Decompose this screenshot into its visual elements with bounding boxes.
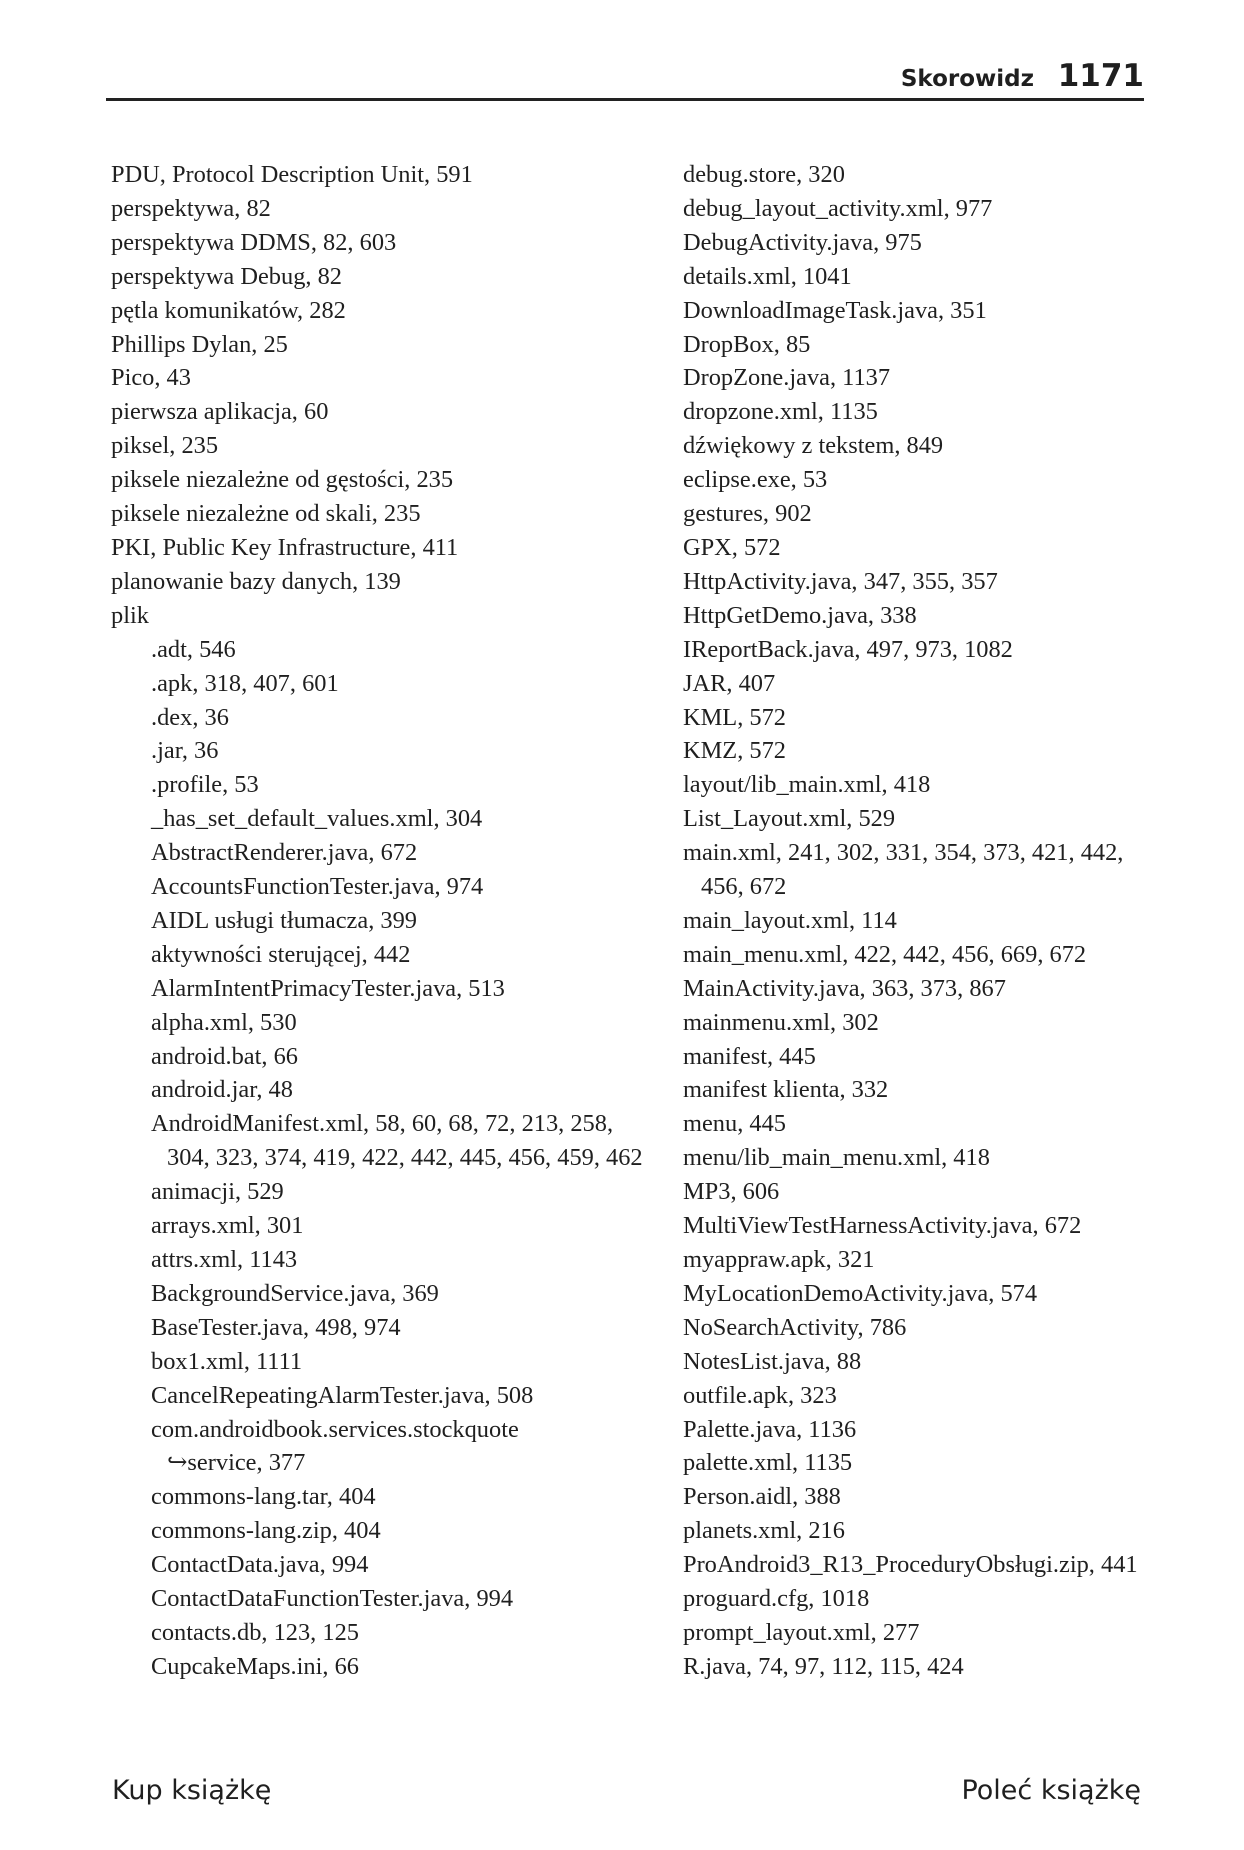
- index-entry: R.java, 74, 97, 112, 115, 424: [683, 1652, 964, 1680]
- index-entry: ContactDataFunctionTester.java, 994: [151, 1585, 514, 1613]
- index-entry: myappraw.apk, 321: [683, 1246, 875, 1273]
- index-entry: .profile, 53: [151, 771, 259, 799]
- index-entry: main_menu.xml, 422, 442, 456, 669, 672: [683, 940, 1087, 968]
- index-entry: perspektywa Debug, 82: [111, 262, 342, 290]
- index-entry: perspektywa, 82: [111, 194, 271, 222]
- index-entry: ContactData.java, 994: [151, 1551, 369, 1579]
- index-entry: KML, 572: [683, 703, 786, 731]
- index-entry: dropzone.xml, 1135: [683, 398, 878, 426]
- index-column-left: [111, 158, 651, 1684]
- index-entry: manifest klienta, 332: [683, 1076, 889, 1104]
- index-entry: Phillips Dylan, 25: [111, 330, 288, 358]
- page-number: 1171: [1057, 58, 1144, 94]
- index-entry: .dex, 36: [151, 703, 229, 731]
- index-entry: layout/lib_main.xml, 418: [683, 771, 931, 799]
- index-entry: mainmenu.xml, 302: [683, 1008, 879, 1036]
- buy-book-link[interactable]: Kup książkę: [112, 1775, 272, 1806]
- index-entry: Person.aidl, 388: [683, 1483, 841, 1511]
- index-entry: DropBox, 85: [683, 330, 811, 358]
- header-title: Skorowidz: [900, 66, 1034, 92]
- index-entry: commons-lang.zip, 404: [151, 1517, 381, 1545]
- index-entry: NotesList.java, 88: [683, 1347, 862, 1375]
- index-entry: MultiViewTestHarnessActivity.java, 672: [683, 1212, 1082, 1240]
- index-entry: pętla komunikatów, 282: [111, 296, 346, 324]
- index-entry: details.xml, 1041: [683, 262, 852, 290]
- index-entry: dźwiękowy z tekstem, 849: [683, 432, 944, 460]
- index-entry: palette.xml, 1135: [683, 1449, 853, 1477]
- index-entry: manifest, 445: [683, 1042, 816, 1070]
- index-entry: menu/lib_main_menu.xml, 418: [683, 1144, 990, 1172]
- index-column-right: [683, 158, 1153, 1684]
- index-entry: outfile.apk, 323: [683, 1381, 837, 1409]
- index-entry: box1.xml, 1111: [151, 1347, 303, 1375]
- recommend-book-link[interactable]: Poleć książkę: [961, 1775, 1141, 1806]
- index-entry: debug.store, 320: [683, 161, 845, 188]
- index-entry: arrays.xml, 301: [151, 1212, 304, 1240]
- index-entry: KMZ, 572: [683, 737, 786, 765]
- index-entry: Palette.java, 1136: [683, 1415, 857, 1443]
- index-entry: IReportBack.java, 497, 973, 1082: [683, 635, 1013, 663]
- index-entry: List_Layout.xml, 529: [683, 805, 896, 833]
- index-entry: alpha.xml, 530: [151, 1008, 297, 1036]
- index-entry: DownloadImageTask.java, 351: [683, 296, 987, 324]
- index-entry: CancelRepeatingAlarmTester.java, 508: [151, 1381, 534, 1409]
- index-entry: com.androidbook.services.stockquote: [151, 1415, 519, 1443]
- index-entry: android.bat, 66: [151, 1042, 298, 1070]
- index-entry: pierwsza aplikacja, 60: [111, 398, 329, 426]
- index-entry: main.xml, 241, 302, 331, 354, 373, 421, 442, 456, 672: [683, 839, 1124, 901]
- index-entry: eclipse.exe, 53: [683, 466, 828, 494]
- running-header: [106, 58, 1144, 101]
- index-entry: BackgroundService.java, 369: [151, 1279, 439, 1307]
- index-entry: planets.xml, 216: [683, 1517, 845, 1545]
- index-entry: android.jar, 48: [151, 1076, 293, 1104]
- index-entry: Pico, 43: [111, 364, 191, 392]
- index-entry: prompt_layout.xml, 277: [683, 1618, 920, 1646]
- index-entry: gestures, 902: [683, 500, 812, 528]
- index-entry: AndroidManifest.xml, 58, 60, 68, 72, 213, 258, 304, 323, 374, 419, 422, 442, 445, 456, 459, 462: [151, 1110, 643, 1172]
- index-entry: JAR, 407: [683, 669, 776, 697]
- index-entry: debug_layout_activity.xml, 977: [683, 194, 993, 222]
- index-entry: .adt, 546: [151, 635, 236, 663]
- index-entry: ↪service, 377: [167, 1449, 306, 1477]
- index-entry: piksele niezależne od skali, 235: [111, 500, 421, 528]
- index-entry: main_layout.xml, 114: [683, 906, 897, 934]
- index-entry: AlarmIntentPrimacyTester.java, 513: [151, 974, 505, 1002]
- index-entry: AbstractRenderer.java, 672: [151, 839, 418, 867]
- index-entry: MP3, 606: [683, 1178, 780, 1206]
- index-entry: AccountsFunctionTester.java, 974: [151, 873, 484, 901]
- index-entry: animacji, 529: [151, 1178, 284, 1206]
- index-entry: aktywności sterującej, 442: [151, 940, 411, 968]
- index-entry: piksel, 235: [111, 432, 219, 460]
- index-entry: _has_set_default_values.xml, 304: [151, 805, 483, 833]
- index-entry: MainActivity.java, 363, 373, 867: [683, 974, 1006, 1002]
- index-entry: DropZone.java, 1137: [683, 364, 891, 392]
- index-entry: .apk, 318, 407, 601: [151, 669, 339, 697]
- index-entry: attrs.xml, 1143: [151, 1246, 298, 1273]
- index-entry: HttpGetDemo.java, 338: [683, 601, 917, 629]
- index-entry: commons-lang.tar, 404: [151, 1483, 376, 1511]
- index-entry: perspektywa DDMS, 82, 603: [111, 228, 397, 256]
- index-entry: menu, 445: [683, 1110, 786, 1138]
- index-entry: piksele niezależne od gęstości, 235: [111, 466, 454, 494]
- index-entry: AIDL usługi tłumacza, 399: [151, 906, 417, 934]
- index-entry: plik: [111, 601, 149, 629]
- index-entry: proguard.cfg, 1018: [683, 1585, 870, 1613]
- index-entry: NoSearchActivity, 786: [683, 1313, 907, 1341]
- index-entry: PDU, Protocol Description Unit, 591: [111, 161, 473, 188]
- index-entry: BaseTester.java, 498, 974: [151, 1313, 401, 1341]
- index-entry: PKI, Public Key Infrastructure, 411: [111, 533, 459, 561]
- index-entry: planowanie bazy danych, 139: [111, 567, 401, 595]
- index-entry: GPX, 572: [683, 533, 781, 561]
- index-entry: ProAndroid3_R13_ProceduryObsługi.zip, 441: [683, 1551, 1138, 1579]
- index-entry: MyLocationDemoActivity.java, 574: [683, 1279, 1038, 1307]
- index-entry: DebugActivity.java, 975: [683, 228, 922, 256]
- index-entry: CupcakeMaps.ini, 66: [151, 1652, 359, 1680]
- index-entry: contacts.db, 123, 125: [151, 1618, 359, 1646]
- index-entry: .jar, 36: [151, 737, 219, 765]
- index-entry: HttpActivity.java, 347, 355, 357: [683, 567, 998, 595]
